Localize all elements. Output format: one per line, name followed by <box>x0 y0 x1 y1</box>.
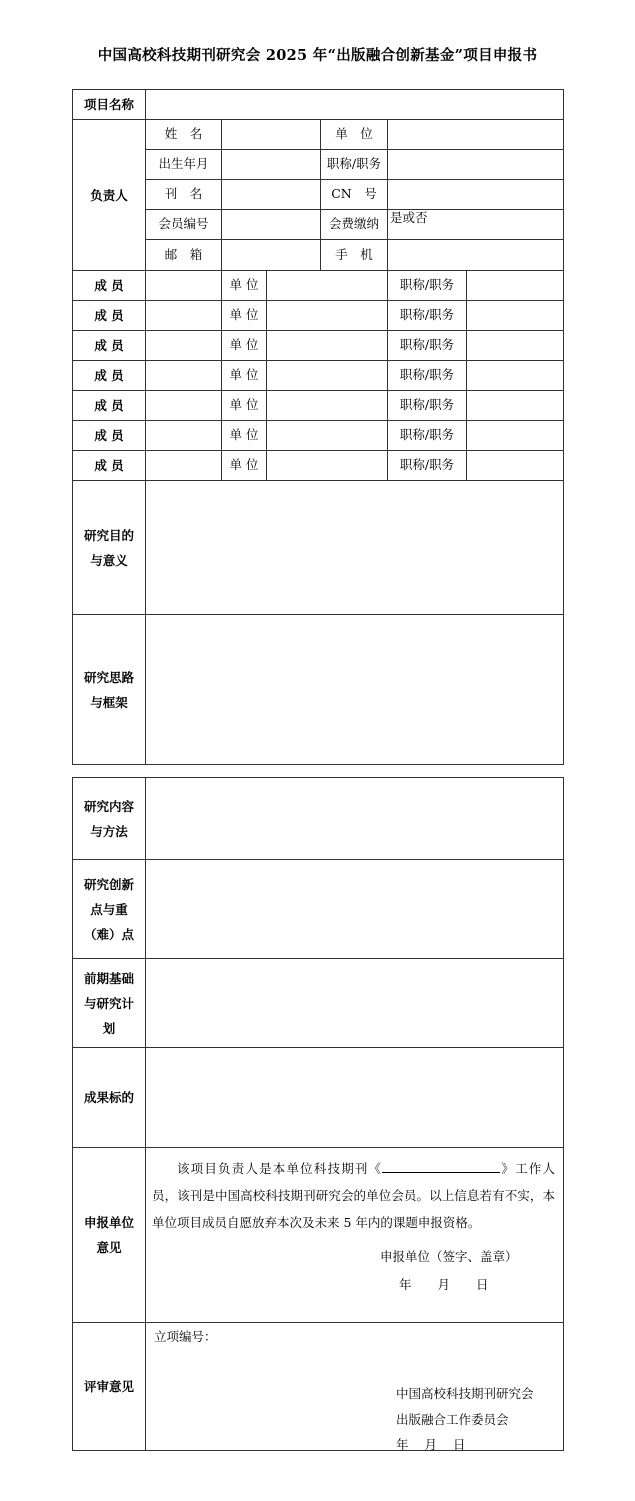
member-row <box>73 271 564 301</box>
leader-name-label: 姓 名 <box>146 120 222 150</box>
member-row <box>73 421 564 451</box>
member-name-field[interactable] <box>146 331 222 361</box>
member-title-label: 职称/职务 <box>388 391 467 421</box>
leader-member-no-label: 会员编号 <box>146 210 222 240</box>
unit-opinion-field[interactable] <box>146 1148 564 1323</box>
framework-label: 研究思路与框架 <box>73 615 146 765</box>
member-title-field[interactable] <box>467 301 564 331</box>
statement-text-2: 》工作人员，该刊是中国高校科技期刊研究会的单位会员。以上信息若有不实，本单位项目成员自愿放弃本次及未来 5 年内的课题申报资格。 <box>152 1161 555 1230</box>
outcome-label: 成果标的 <box>73 1048 146 1148</box>
member-title-field[interactable] <box>467 331 564 361</box>
month-label: 月 <box>424 1437 438 1453</box>
member-label: 成 员 <box>73 301 146 331</box>
purpose-label: 研究目的与意义 <box>73 481 146 615</box>
member-title-field[interactable] <box>467 451 564 481</box>
member-name-field[interactable] <box>146 271 222 301</box>
leader-cn-field[interactable] <box>388 180 564 210</box>
member-unit-label: 单 位 <box>222 451 267 481</box>
purpose-field[interactable] <box>146 481 564 615</box>
unit-date-line <box>399 1277 515 1293</box>
leader-title-label: 职称/职务 <box>321 150 388 180</box>
review-org-line2: 出版融合工作委员会 <box>396 1411 509 1427</box>
content-field[interactable] <box>146 778 564 860</box>
member-title-label: 职称/职务 <box>388 361 467 391</box>
unit-signature-line: 申报单位（签字、盖章） <box>380 1249 518 1264</box>
member-label: 成 员 <box>73 421 146 451</box>
member-unit-label: 单 位 <box>222 391 267 421</box>
member-title-field[interactable] <box>467 271 564 301</box>
review-date-line <box>396 1432 534 1458</box>
leader-title-field[interactable] <box>388 150 564 180</box>
framework-field[interactable] <box>146 615 564 765</box>
project-number-label: 立项编号： <box>154 1329 217 1344</box>
member-unit-label: 单 位 <box>222 271 267 301</box>
project-name-field[interactable] <box>146 90 564 120</box>
member-unit-label: 单 位 <box>222 301 267 331</box>
member-unit-field[interactable] <box>267 391 388 421</box>
member-name-field[interactable] <box>146 451 222 481</box>
member-row <box>73 361 564 391</box>
member-unit-field[interactable] <box>267 421 388 451</box>
leader-email-field[interactable] <box>222 240 321 271</box>
innovation-field[interactable] <box>146 860 564 959</box>
leader-member-no-field[interactable] <box>222 210 321 240</box>
member-title-field[interactable] <box>467 391 564 421</box>
member-unit-label: 单 位 <box>222 361 267 391</box>
leader-unit-label: 单 位 <box>321 120 388 150</box>
member-title-label: 职称/职务 <box>388 271 467 301</box>
member-row <box>73 331 564 361</box>
member-row <box>73 451 564 481</box>
leader-journal-field[interactable] <box>222 180 321 210</box>
foundation-label: 前期基础与研究计划 <box>73 959 146 1048</box>
member-label: 成 员 <box>73 331 146 361</box>
leader-fee-field[interactable]: 是或否 <box>388 210 564 240</box>
member-name-field[interactable] <box>146 391 222 421</box>
leader-fee-label: 会费缴纳 <box>321 210 388 240</box>
member-unit-label: 单 位 <box>222 421 267 451</box>
member-unit-field[interactable] <box>267 301 388 331</box>
review-org-line1: 中国高校科技期刊研究会 <box>396 1386 534 1401</box>
member-title-field[interactable] <box>467 421 564 451</box>
member-name-field[interactable] <box>146 361 222 391</box>
member-unit-label: 单 位 <box>222 331 267 361</box>
leader-journal-label: 刊 名 <box>146 180 222 210</box>
year-label: 年 <box>396 1437 409 1453</box>
member-title-label: 职称/职务 <box>388 301 467 331</box>
member-title-label: 职称/职务 <box>388 331 467 361</box>
unit-opinion-statement <box>152 1156 555 1237</box>
foundation-field[interactable] <box>146 959 564 1048</box>
journal-name-blank[interactable] <box>382 1160 500 1173</box>
member-row <box>73 391 564 421</box>
leader-email-label: 邮 箱 <box>146 240 222 271</box>
leader-unit-field[interactable] <box>388 120 564 150</box>
member-label: 成 员 <box>73 391 146 421</box>
innovation-label: 研究创新点与重（难）点 <box>73 860 146 959</box>
statement-text-1: 该项目负责人是本单位科技期刊《 <box>177 1161 383 1176</box>
member-title-label: 职称/职务 <box>388 451 467 481</box>
member-row <box>73 301 564 331</box>
member-unit-field[interactable] <box>267 271 388 301</box>
review-committee <box>396 1381 534 1458</box>
member-label: 成 员 <box>73 271 146 301</box>
leader-birth-field[interactable] <box>222 150 321 180</box>
leader-label: 负责人 <box>73 120 146 271</box>
outcome-field[interactable] <box>146 1048 564 1148</box>
review-label: 评审意见 <box>73 1323 146 1451</box>
member-name-field[interactable] <box>146 301 222 331</box>
month-label: 月 <box>437 1277 451 1292</box>
day-label: 日 <box>453 1437 466 1453</box>
member-unit-field[interactable] <box>267 361 388 391</box>
leader-name-field[interactable] <box>222 120 321 150</box>
member-label: 成 员 <box>73 361 146 391</box>
member-unit-field[interactable] <box>267 331 388 361</box>
leader-phone-field[interactable] <box>388 240 564 271</box>
leader-birth-label: 出生年月 <box>146 150 222 180</box>
year-label: 年 <box>399 1277 412 1292</box>
member-name-field[interactable] <box>146 421 222 451</box>
form-title: 中国高校科技期刊研究会 2025 年“出版融合创新基金”项目申报书 <box>97 47 538 64</box>
application-form-part2 <box>72 777 564 1451</box>
member-label: 成 员 <box>73 451 146 481</box>
content-label: 研究内容与方法 <box>73 778 146 860</box>
member-unit-field[interactable] <box>267 451 388 481</box>
project-name-label: 项目名称 <box>73 90 146 120</box>
day-label: 日 <box>476 1277 489 1292</box>
review-field[interactable] <box>146 1323 564 1451</box>
application-form-part1 <box>72 89 564 765</box>
member-title-field[interactable] <box>467 361 564 391</box>
member-title-label: 职称/职务 <box>388 421 467 451</box>
leader-cn-label: CN 号 <box>321 180 388 210</box>
leader-phone-label: 手 机 <box>321 240 388 271</box>
unit-opinion-label: 申报单位意见 <box>73 1148 146 1323</box>
